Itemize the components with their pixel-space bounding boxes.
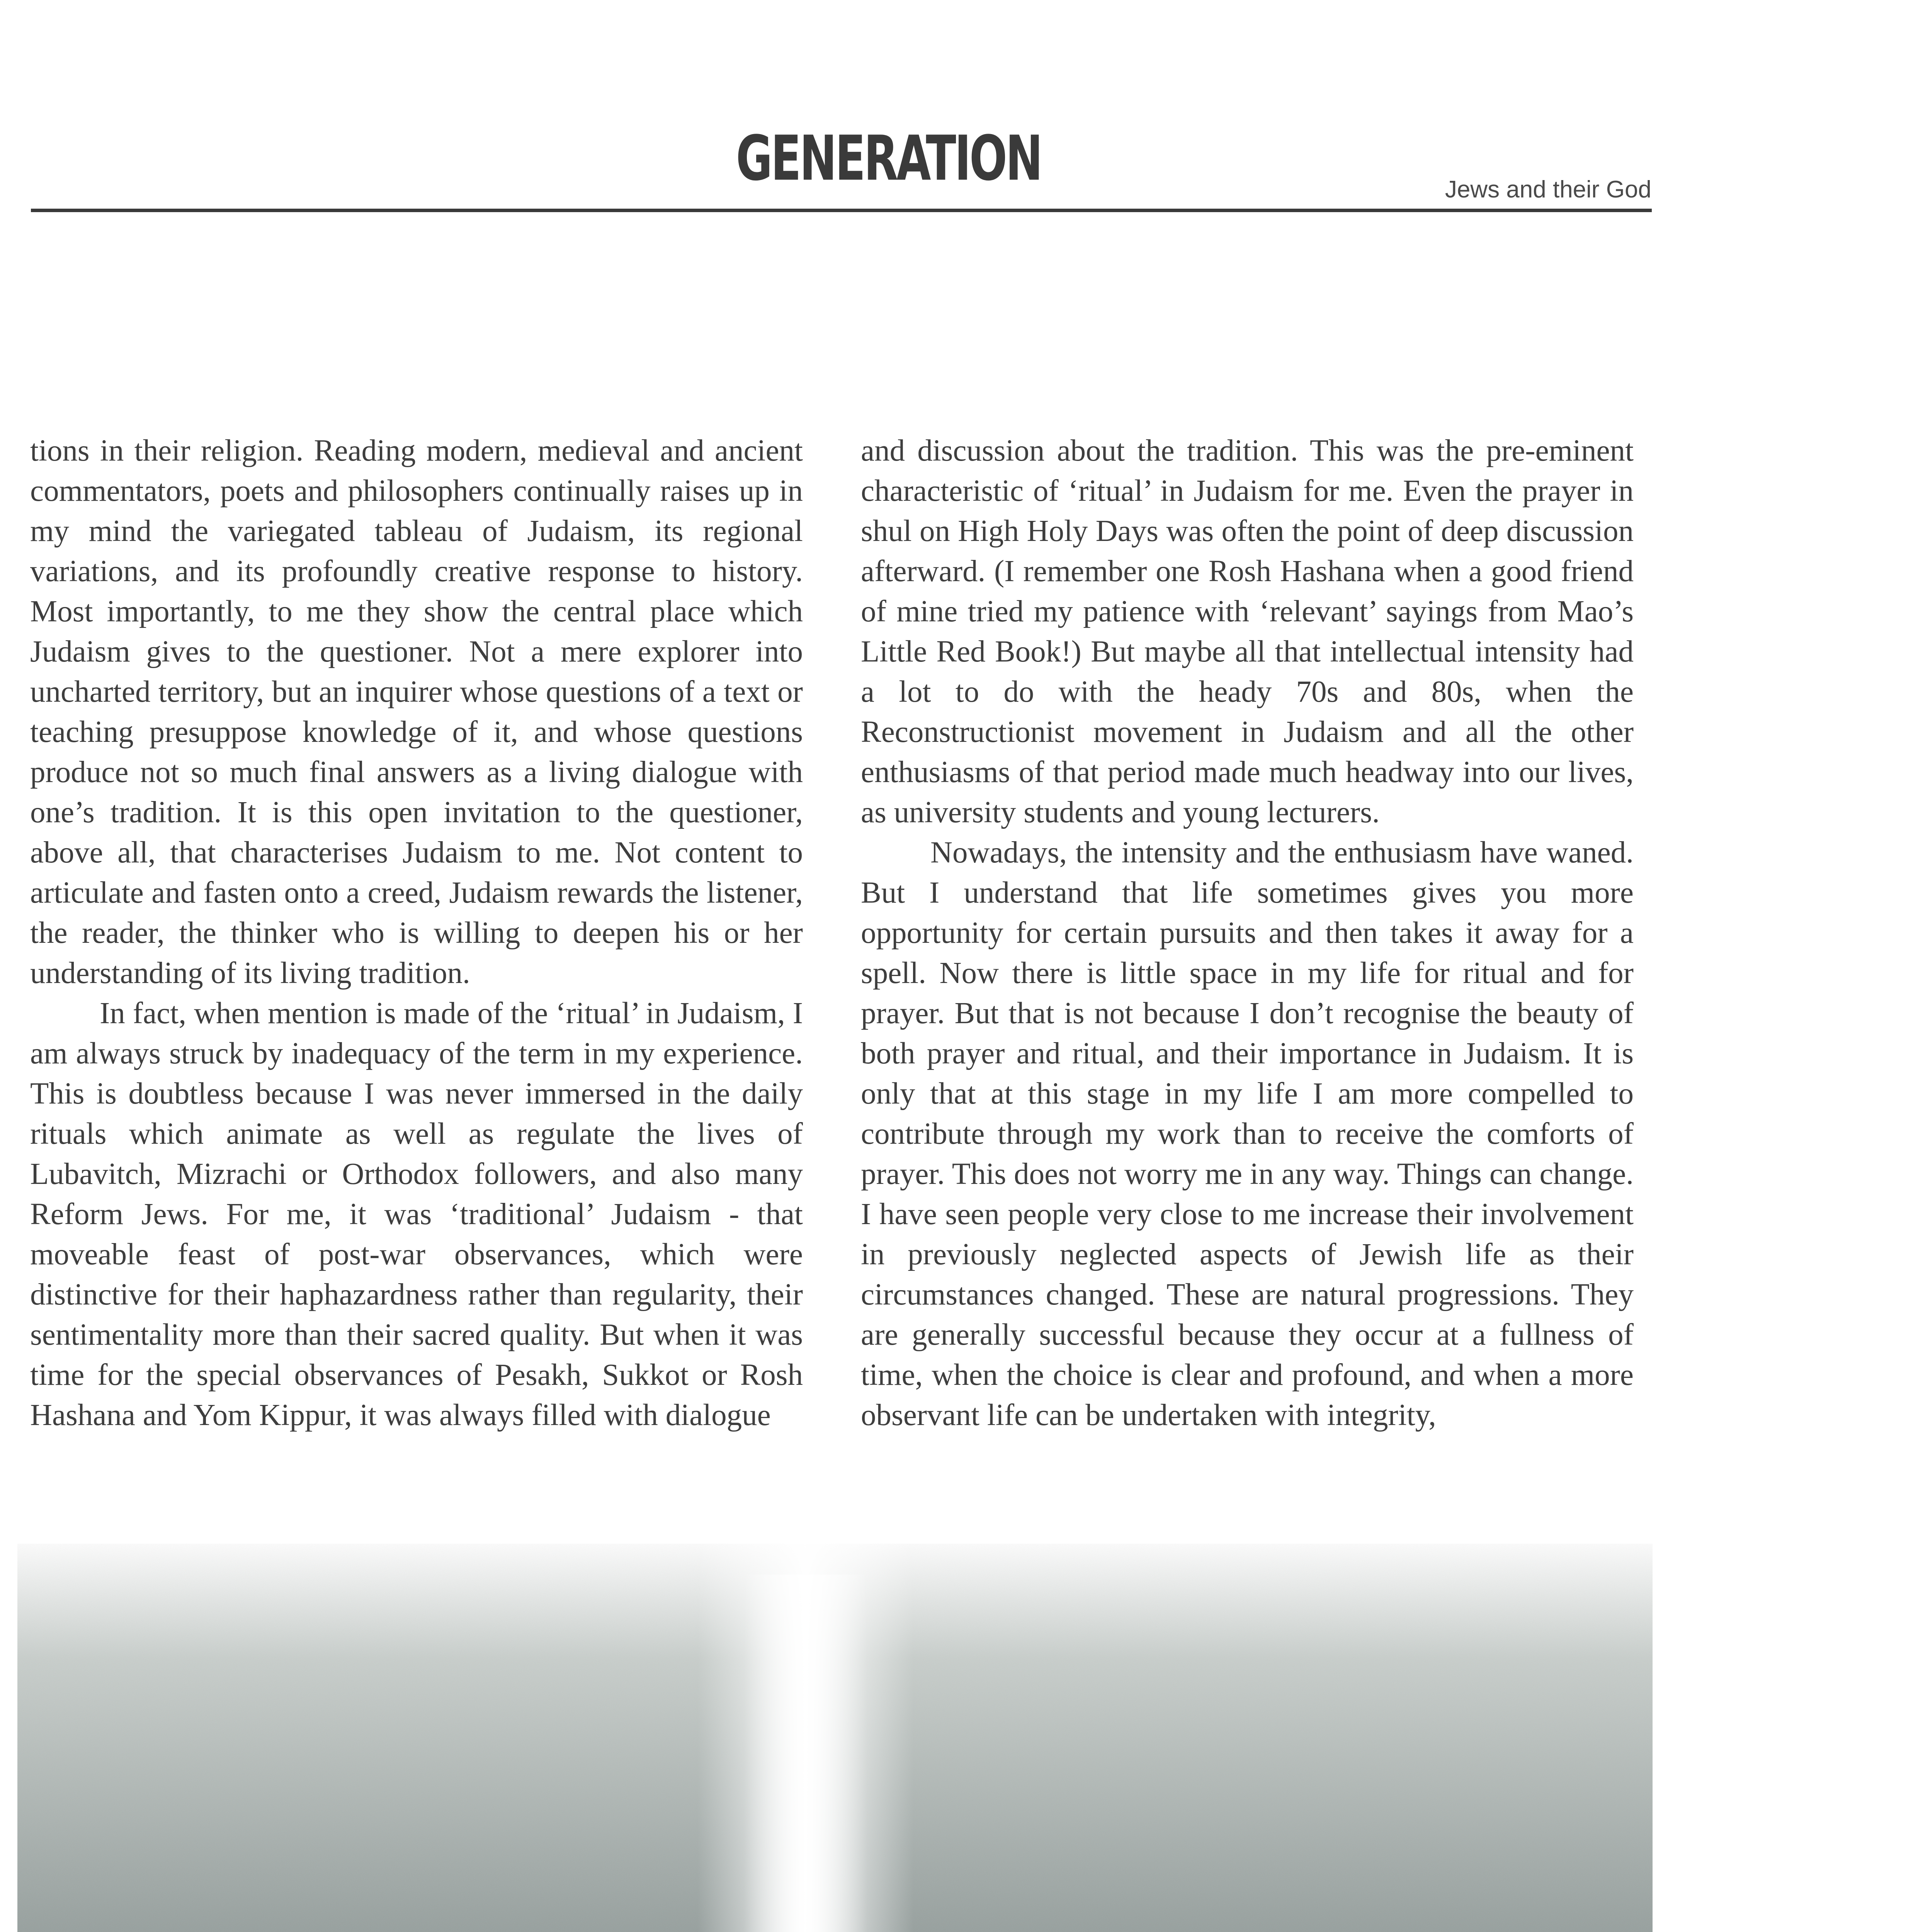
masthead-title: GENERATION xyxy=(736,122,1041,194)
section-label: Jews and their God xyxy=(1445,176,1651,203)
paragraph: In fact, when mention is made of the ‘ritual’ in Judaism, I am always struck by inadequacy of the term in my experience. This is doubtless because I was never immersed in the daily rituals which animate as well as regulate the lives of Lubavitch, Mizrachi or Orthodox followers, and also many Reform Jews. For me, it was ‘traditional’ Judaism - that moveable feast of post-war observances, which were distinctive for their haphazardness rather than regularity, their sentimentality more than their sacred quality. But when it was time for the special observances of Pesakh, Sukkot or Rosh Hashana and Yom Kippur, it was always filled with dialogue xyxy=(30,997,803,1432)
paragraph: tions in their religion. Reading modern, medieval and ancient commentators, poets and philosophers continually raises up in my mind the variegated tableau of Judaism, its regional variations, and its profoundly creative response to history. Most importantly, to me they show the central place which Judaism gives to the questioner. Not a mere explorer into uncharted territory, but an inquirer whose questions of a text or teaching presuppose knowledge of it, and whose questions produce not so much final answers as a living dialogue with one’s tradition. It is this open invitation to the questioner, above all, that characterises Judaism to me. Not content to articulate and fasten onto a creed, Judaism rewards the listener, the reader, the thinker who is willing to deepen his or her understanding of its living tradition. xyxy=(30,434,803,990)
header-rule xyxy=(31,209,1652,212)
paragraph: Nowadays, the intensity and the enthusiasm have waned. But I understand that life sometimes gives you more opportunity for certain pursuits and then takes it away for a spell. Now there is little space in my life for ritual and for prayer. But that is not because I don’t recognise the beauty of both prayer and ritual, and their importance in Judaism. It is only that at this stage in my life I am more compelled to contribute through my work than to receive the comforts of prayer. This does not worry me in any way. Things can change. I have seen people very close to me increase their involvement in previously neglected aspects of Jewish life as their circumstances changed. These are natural progressions. They are generally successful because they occur at a fullness of time, when the choice is clear and profound, and when a more observant life can be undertaken with integrity, xyxy=(861,836,1634,1432)
tiberius-photo xyxy=(17,1544,1653,1932)
article-column-right xyxy=(861,431,1634,1435)
paragraph: and discussion about the tradition. This was the pre-eminent characteristic of ‘ritual’ in Judaism for me. Even the prayer in shul on High Holy Days was often the point of deep discussion afterward. (I remember one Rosh Hashana when a good friend of mine tried my patience with ‘relevant’ sayings from Mao’s Little Red Book!) But maybe all that intellectual intensity had a lot to do with the heady 70s and 80s, when the Reconstructionist movement in Judaism and all the other enthusiasms of that period made much headway into our lives, as university students and young lecturers. xyxy=(861,434,1634,829)
article-column-left xyxy=(30,431,803,1435)
